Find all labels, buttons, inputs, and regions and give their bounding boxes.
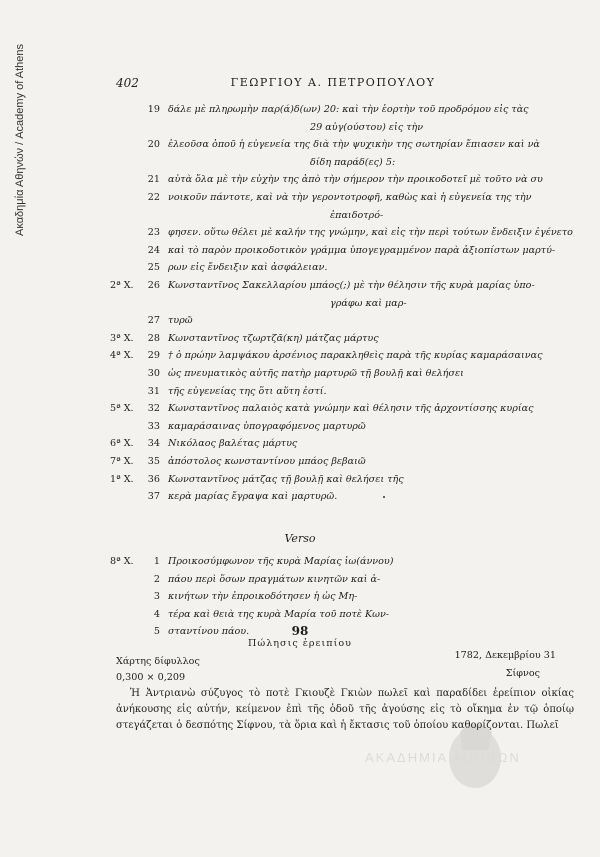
line-number: 1 xyxy=(153,556,160,567)
line-text: κινήτων τὴν ἐπροικοδότησεν ἡ ὡς Μη- xyxy=(168,591,358,603)
text-line xyxy=(110,315,570,329)
line-number: 26 xyxy=(147,280,160,291)
line-text: ἐλεοῦσα ὁποῦ ἡ εὐγενεία της διὰ τὴν ψυχικὴν της σωτηρίαν ἔπιασεν καὶ νὰ xyxy=(168,139,540,151)
line-text: ρων εἰς ἔνδειξιν καὶ ἀσφάλειαν. xyxy=(168,262,328,274)
line-number: 24 xyxy=(147,244,160,256)
line-text: ἀπόστολος κωνσταντίνου μπάος βεβαιῶ xyxy=(168,456,366,467)
line-number: 20 xyxy=(147,139,160,151)
text-line xyxy=(110,245,570,259)
line-text: νοικοῦν πάντοτε, καὶ νὰ τὴν γεροντοτροφῆ, καθὼς καὶ ἡ εὐγενεία της τὴν xyxy=(168,192,532,203)
running-title: ΓΕΩΡΓΙΟΥ Α. ΠΕΤΡΟΠΟΥΛΟΥ xyxy=(230,76,436,89)
text-line xyxy=(110,474,570,488)
line-number: 22 xyxy=(147,192,160,203)
text-line xyxy=(110,456,570,470)
line-text: ἐπαιδοτρό- xyxy=(330,209,384,221)
line-text: αὐτὰ ὅλα μὲ τὴν εὐχὴν της ἀπὸ τὴν σήμερον τὴν προικοδοτεῖ μὲ τοῦτο νὰ συ xyxy=(168,174,543,186)
text-line xyxy=(110,350,570,364)
line-number: 36 xyxy=(147,473,160,485)
text-line xyxy=(110,438,570,452)
line-text: 29 αὐγ(ούστου) εἰς τὴν xyxy=(310,121,424,133)
hand-marker: 1ª X. xyxy=(110,473,134,485)
line-text: γράφω καὶ μαρ- xyxy=(330,297,407,309)
watermark-text: ΑΚΑΔΗΜΙΑ ΑΘΗΝΩΝ xyxy=(365,750,521,765)
line-number: 30 xyxy=(147,368,160,379)
text-line xyxy=(110,210,570,224)
line-text: φησεν. οὕτω θέλει μὲ καλήν της γνώμην, καὶ εἰς τὴν περὶ τούτων ἔνδειξιν ἐγένετο xyxy=(168,227,573,239)
line-number: 27 xyxy=(147,315,160,327)
line-number: 29 xyxy=(147,350,160,362)
line-text: τυρῶ xyxy=(168,315,193,327)
line-number: 3 xyxy=(153,591,160,603)
line-text: πάου περὶ ὅσων πραγμάτων κινητῶν καὶ ἀ- xyxy=(168,573,381,585)
line-text: ὡς πνευματικὸς αὐτῆς πατὴρ μαρτυρῶ τῇ βουλῇ καὶ θελήσει xyxy=(168,368,464,379)
line-text: καὶ τὸ παρὸν προικοδοτικὸν γράμμα ὑπογεγραμμένον παρὰ ἀξιοπίστων μαρτύ- xyxy=(168,244,556,256)
hand-marker: 6ª X. xyxy=(110,438,134,450)
text-line xyxy=(110,192,570,206)
hand-marker: 3ª X. xyxy=(110,332,134,344)
text-line xyxy=(110,280,570,294)
line-text: Κωνσταντῖνος Σακελλαρίου μπάος(;) μὲ τὴν θέλησιν τῆς κυρὰ μαρίας ὑπο- xyxy=(168,280,535,291)
line-text: Κωνσταντῖνος παλαιὸς κατὰ γνώμην καὶ θέλησιν τῆς ἀρχοντίσσης κυρίας xyxy=(168,403,534,415)
verso-title: Verso xyxy=(284,532,316,545)
text-line xyxy=(110,333,570,347)
line-number: 35 xyxy=(147,456,160,467)
line-text: δίδη παράδ(ες) 5: xyxy=(310,156,396,168)
line-number: 19 xyxy=(147,104,160,115)
line-text: δάλε μὲ πληρωμὴν παρ(ά)δ(ων) 20: καὶ τὴν ἑορτὴν τοῦ προδρόμου εἰς τὰς xyxy=(168,104,529,115)
text-line xyxy=(110,386,570,400)
line-text: τέρα καὶ θειὰ της κυρὰ Μαρία τοῦ ποτὲ Κων- xyxy=(168,608,390,620)
verso-line xyxy=(110,574,570,588)
hand-marker: 8ª X. xyxy=(110,556,134,567)
line-text: σταντίνου πάου. xyxy=(168,626,250,638)
line-number: 5 xyxy=(153,626,160,638)
line-number: 4 xyxy=(153,608,160,620)
line-text: Κωνσταντῖνος μάτζας τῇ βουλῇ καὶ θελήσει τῆς xyxy=(168,473,404,485)
text-line xyxy=(110,174,570,188)
page-number: 402 xyxy=(116,76,139,90)
line-text: κερὰ μαρίας ἔγραψα καὶ μαρτυρῶ. xyxy=(168,491,338,503)
line-text: Νικόλαος βαλέτας μάρτυς xyxy=(168,438,298,450)
text-line xyxy=(110,157,570,171)
text-line xyxy=(110,227,573,241)
line-number: 25 xyxy=(147,262,160,274)
line-text: τῆς εὐγενείας της ὅτι αὕτη ἐστί. xyxy=(168,385,327,397)
right-meta-date: 1782, Δεκεμβρίου 31 xyxy=(454,650,556,661)
academy-watermark xyxy=(365,720,585,790)
line-number: 2 xyxy=(153,573,160,585)
right-meta-place: Σίφνος xyxy=(505,668,540,679)
line-text: καμαράσαινας ὑπογραφόμενος μαρτυρῶ xyxy=(168,420,366,432)
line-text: Κωνσταντῖνος τζωρτζᾶ(κη) μάτζας μάρτυς xyxy=(168,332,379,344)
text-line xyxy=(110,403,570,417)
line-number: 21 xyxy=(147,174,160,186)
text-line xyxy=(110,139,570,153)
text-line xyxy=(110,262,570,276)
line-number: 34 xyxy=(147,438,160,450)
document-paragraph: Ἡ Ἀντριανὼ σύζυγος τὸ ποτὲ Γκιουζὲ Γκιὼν πωλεῖ καὶ παραδίδει ἐρείπιον οἰκίας ἀνήκουσης εἰς αὐτήν, κείμενον ἐπὶ τῆς ὁδοῦ τῆς ἀγούσης εἰς τὸ οἴκημα ἐν τῷ ὁποίῳ στεγάζεται ὁ δεσπότης Σίφνου, τὰ ὅρια καὶ ἡ ἔκτασις τοῦ ὁποίου καθορίζονται. Πωλεῖ xyxy=(116,688,574,731)
hand-marker: 2ª X. xyxy=(110,280,134,291)
text-line xyxy=(110,491,570,505)
verso-line xyxy=(110,556,570,570)
ink-dot xyxy=(383,496,385,498)
side-label: Ακαδημία Αθηνών / Academy of Athens xyxy=(14,44,26,237)
document-title: Πώλησις ἐρειπίου xyxy=(248,638,352,649)
text-line xyxy=(110,421,570,435)
text-line xyxy=(110,104,570,118)
line-number: 33 xyxy=(147,420,160,432)
text-line xyxy=(110,368,570,382)
left-meta-size: 0,300 × 0,209 xyxy=(116,672,186,683)
verso-line xyxy=(110,591,570,605)
text-line xyxy=(110,298,570,312)
hand-marker: 4ª X. xyxy=(110,350,134,362)
line-number: 31 xyxy=(147,385,160,397)
left-meta-paper: Χάρτης δίφυλλος xyxy=(116,656,200,667)
verso-line xyxy=(110,609,570,623)
document-number: 98 xyxy=(291,624,309,638)
text-line xyxy=(110,122,570,136)
line-text: † ὁ πρώην λαμψάκου ἀρσένιος παρακληθεὶς παρὰ τῆς κυρίας καμαράσαινας xyxy=(168,350,543,362)
hand-marker: 5ª X. xyxy=(110,403,134,415)
hand-marker: 7ª X. xyxy=(110,456,134,467)
line-number: 37 xyxy=(147,491,160,503)
page-header xyxy=(116,76,550,92)
line-text: Προικοσύμφωνον τῆς κυρὰ Μαρίας ἰω(άννου) xyxy=(168,556,394,567)
line-number: 28 xyxy=(147,332,160,344)
line-number: 23 xyxy=(147,227,160,239)
line-number: 32 xyxy=(147,403,160,415)
